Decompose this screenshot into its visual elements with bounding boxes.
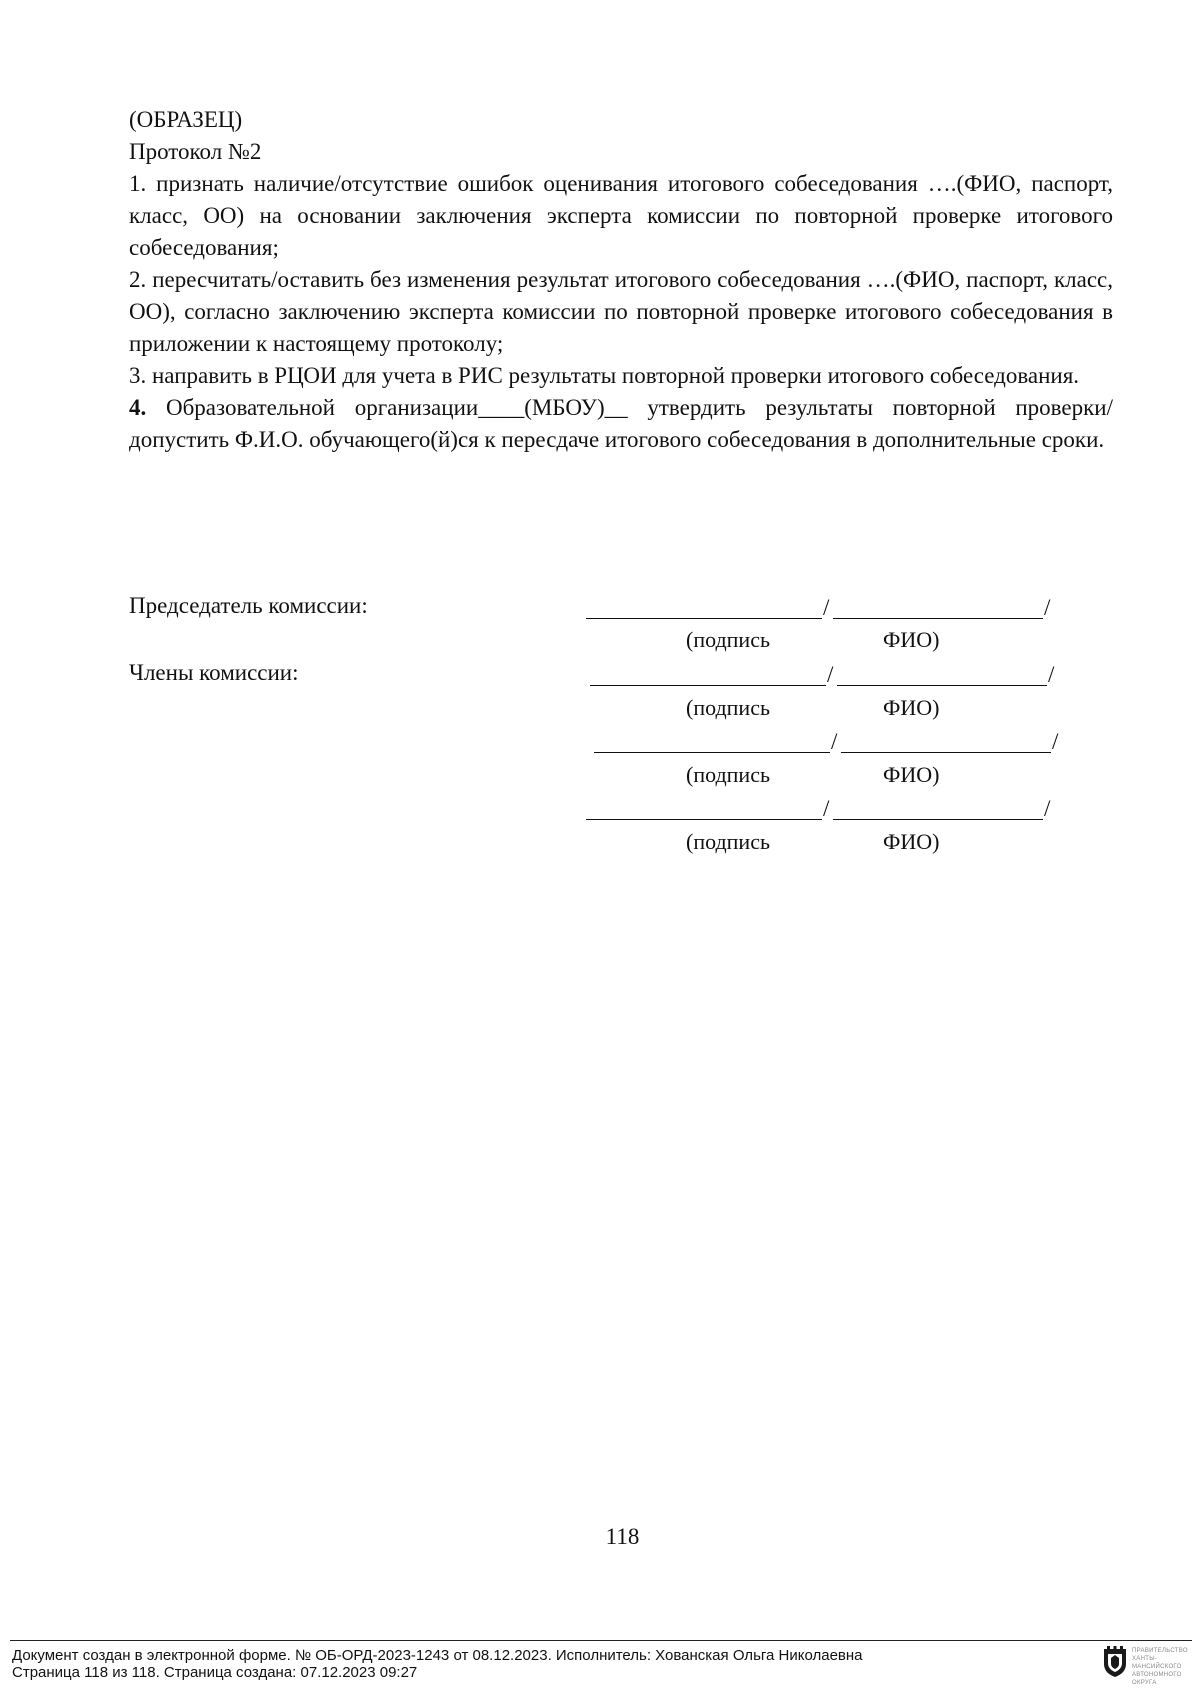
page-number: 118 (605, 1524, 640, 1549)
document-body (129, 104, 1113, 456)
caption-sign: (подпись (686, 829, 771, 854)
emblem-caption-line: ПРАВИТЕЛЬСТВО (1132, 1648, 1188, 1654)
member-signature-line (590, 660, 1190, 686)
signature-underline (586, 819, 822, 820)
slash-separator: / (1044, 595, 1051, 620)
footer-line-1: Документ создан в электронной форме. № ОБ-ОРД-2023-1243 от 08.12.2023. Исполнитель: Хованская Ольга Николаевна (12, 1647, 863, 1664)
item-4-text: Образовательной организации____(МБОУ)__ утвердить результаты повторной проверки/допустить Ф.И.О. обучающего(й)ся к пересдаче итогового собеседования в дополнительные сроки. (129, 395, 1113, 452)
slash-separator: / (827, 662, 834, 687)
member-signature-line (586, 794, 1186, 820)
emblem-caption-line: ОКРУГА (1132, 1680, 1157, 1686)
chairman-signature-block (129, 593, 1113, 653)
item-4-number: 4. (129, 395, 147, 420)
slash-separator: / (831, 729, 838, 754)
member-signature-block (129, 660, 1113, 720)
caption-sign: (подпись (686, 695, 771, 720)
emblem-caption-line: АВТОНОМНОГО (1132, 1672, 1182, 1678)
signature-underline (594, 752, 830, 753)
caption-name: ФИО) (883, 829, 940, 854)
slash-separator: / (1048, 662, 1055, 687)
emblem-caption-line: ХАНТЫ-МАНСИЙСКОГО (1132, 1656, 1182, 1670)
caption-name: ФИО) (883, 695, 940, 720)
signature-underline (590, 685, 826, 686)
chairman-signature-line (586, 593, 1186, 619)
protocol-item-1: 1. признать наличие/отсутствие ошибок оценивания итогового собеседования ….(ФИО, паспорт, класс, ОО) на основании заключения эксперта комиссии по повторной проверке итогового собеседования; (129, 171, 1113, 260)
members-label: Члены комиссии: (129, 660, 299, 685)
emblem-caption (1132, 1647, 1200, 1687)
footer (12, 1647, 863, 1681)
member-signature-line (594, 727, 1194, 753)
protocol-item-2: 2. пересчитать/оставить без изменения результат итогового собеседования ….(ФИО, паспорт, класс, ОО), согласно заключению эксперта комиссии по повторной проверке итогового собеседования в приложении к настоящему протоколу; (129, 267, 1113, 356)
member-signature-block (129, 727, 1113, 787)
name-underline (833, 618, 1043, 619)
caption-sign: (подпись (686, 627, 771, 652)
coat-of-arms-icon (1102, 1646, 1128, 1678)
name-underline (833, 819, 1043, 820)
signature-underline (586, 618, 822, 619)
chairman-signature-caption (686, 627, 986, 657)
caption-name: ФИО) (883, 762, 940, 787)
member-signature-caption (686, 695, 986, 725)
name-underline (841, 752, 1051, 753)
name-underline (837, 685, 1047, 686)
sample-label: (ОБРАЗЕЦ) (129, 107, 243, 132)
protocol-item-3: 3. направить в РЦОИ для учета в РИС результаты повторной проверки итогового собеседования. (129, 363, 1080, 388)
member-signature-block (129, 794, 1113, 854)
slash-separator: / (823, 595, 830, 620)
protocol-item-4 (129, 392, 1113, 456)
slash-separator: / (1044, 796, 1051, 821)
caption-sign: (подпись (686, 762, 771, 787)
member-signature-caption (686, 829, 986, 859)
footer-divider (10, 1640, 1192, 1641)
protocol-title: Протокол №2 (129, 139, 262, 164)
slash-separator: / (823, 796, 830, 821)
footer-line-2: Страница 118 из 118. Страница создана: 07.12.2023 09:27 (12, 1664, 418, 1681)
chairman-label: Председатель комиссии: (129, 593, 368, 618)
slash-separator: / (1052, 729, 1059, 754)
caption-name: ФИО) (883, 627, 940, 652)
member-signature-caption (686, 762, 986, 792)
